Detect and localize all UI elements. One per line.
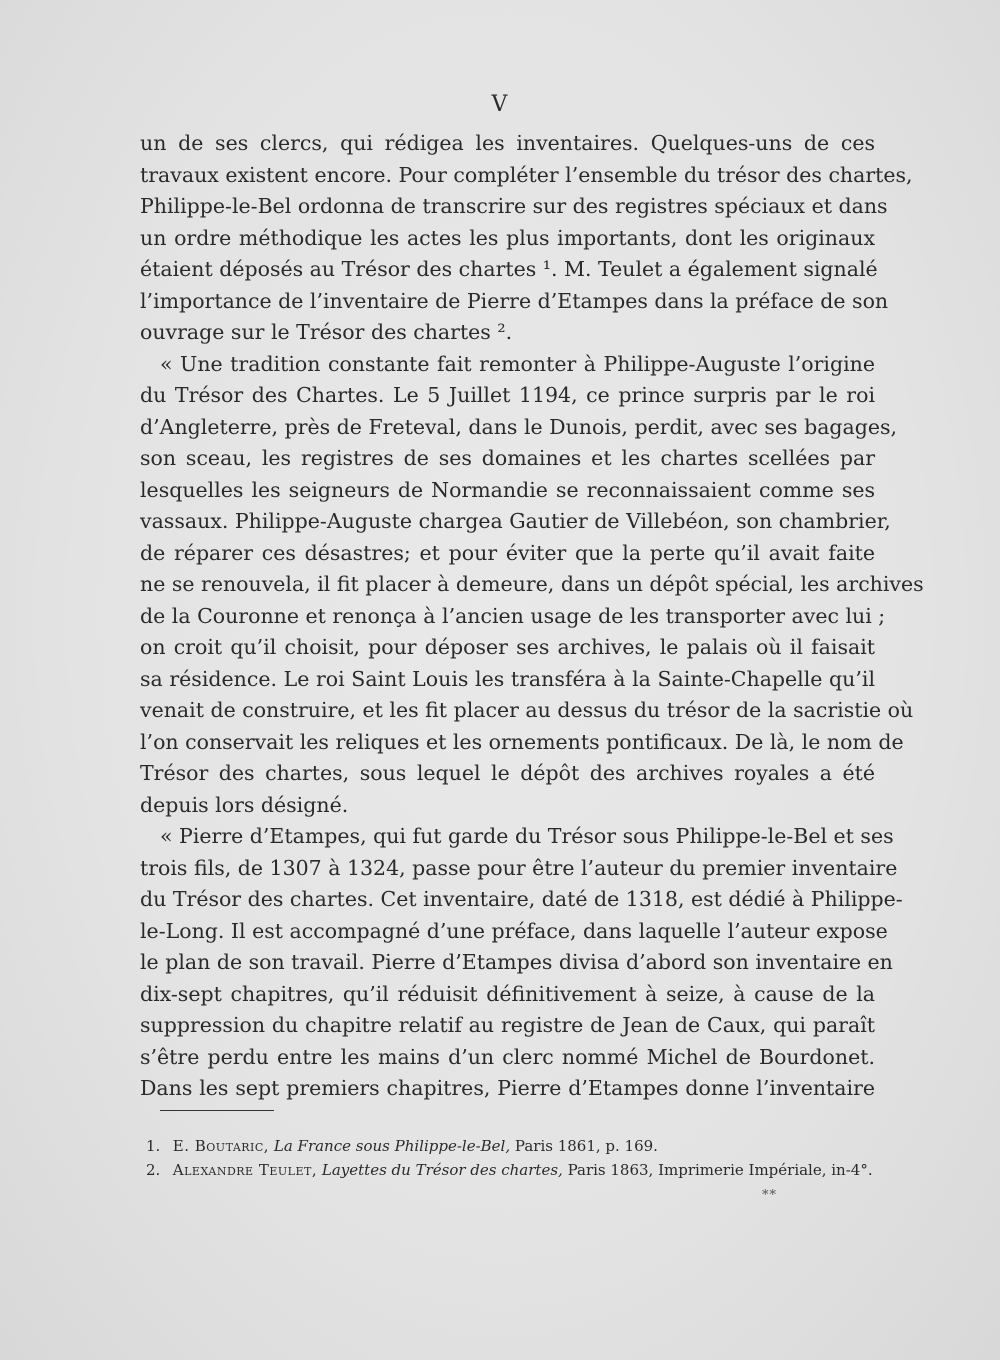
footnote-divider: [160, 1110, 274, 1111]
body-text: [140, 128, 924, 1105]
text-line: l’on conservait les reliques et les ornements pontificaux. De là, le nom de: [140, 729, 904, 754]
text-line: d’Angleterre, près de Freteval, dans le Dunois, perdit, avec ses bagages,: [140, 414, 898, 439]
text-line: de réparer ces désastres; et pour éviter que la perte qu’il avait faite: [140, 540, 875, 565]
page-number: V: [491, 92, 509, 117]
text-line: ouvrage sur le Trésor des chartes ².: [140, 320, 513, 344]
footnote-title: Layettes du Trésor des chartes,: [321, 1161, 563, 1179]
text-line: son sceau, les registres de ses domaines et les chartes scellées par: [140, 446, 875, 470]
text-line: on croit qu’il choisit, pour déposer ses archives, le palais où il faisait: [140, 635, 875, 659]
footnote-details: Paris 1863, Imprimerie Impériale, in-4°.: [567, 1161, 873, 1179]
text-line: vassaux. Philippe-Auguste chargea Gautier de Villebéon, son chambrier,: [140, 509, 891, 533]
text-line: du Trésor des Chartes. Le 5 Juillet 1194, ce prince surpris par le roi: [140, 383, 875, 407]
footnote-author: Alexandre Teulet,: [172, 1161, 318, 1179]
text-line: du Trésor des chartes. Cet inventaire, daté de 1318, est dédié à Philippe-: [140, 887, 903, 911]
text-line: le plan de son travail. Pierre d’Etampes divisa d’abord son inventaire en: [140, 950, 893, 974]
text-line: l’importance de l’inventaire de Pierre d’Etampes dans la préface de son: [140, 288, 889, 313]
text-line: Trésor des chartes, sous lequel le dépôt des archives royales a été: [140, 761, 875, 785]
footnote-1: [140, 1134, 900, 1158]
footnote-author: E. Boutaric,: [172, 1137, 270, 1155]
text-line: un de ses clercs, qui rédigea les inventaires. Quelques-uns de ces: [140, 131, 875, 155]
text-line: travaux existent encore. Pour compléter l’ensemble du trésor des chartes,: [140, 162, 913, 187]
text-line: un ordre méthodique les actes les plus importants, dont les originaux: [140, 225, 875, 250]
text-line: trois fils, de 1307 à 1324, passe pour être l’auteur du premier inventaire: [140, 855, 898, 880]
text-line: le-Long. Il est accompagné d’une préface, dans laquelle l’auteur expose: [140, 918, 888, 943]
text-line: dix-sept chapitres, qu’il réduisit définitivement à seize, à cause de la: [140, 981, 875, 1006]
footnote-number: 1.: [146, 1137, 161, 1155]
footnote-title: La France sous Philippe-le-Bel,: [273, 1137, 511, 1155]
footnote-2: [140, 1158, 900, 1182]
signature-mark: **: [762, 1188, 777, 1203]
text-line: lesquelles les seigneurs de Normandie se reconnaissaient comme ses: [140, 477, 875, 502]
text-line: Philippe-le-Bel ordonna de transcrire sur des registres spéciaux et dans: [140, 194, 888, 218]
text-line: « Une tradition constante fait remonter à Philippe-Auguste l’origine: [160, 351, 875, 376]
text-line: s’être perdu entre les mains d’un clerc nommé Michel de Bourdonet.: [140, 1044, 875, 1069]
text-line: suppression du chapitre relatif au registre de Jean de Caux, qui paraît: [140, 1013, 875, 1037]
footnote-details: Paris 1861, p. 169.: [514, 1137, 658, 1155]
text-line: ne se renouvela, il fit placer à demeure, dans un dépôt spécial, les archives: [140, 572, 924, 596]
text-line: venait de construire, et les fit placer au dessus du trésor de la sacristie où: [140, 698, 914, 722]
text-line: de la Couronne et renonça à l’ancien usage de les transporter avec lui ;: [140, 603, 886, 628]
footnotes: [140, 1134, 900, 1182]
text-line: depuis lors désigné.: [140, 792, 349, 817]
text-line: étaient déposés au Trésor des chartes ¹. M. Teulet a également signalé: [140, 257, 878, 281]
text-line: sa résidence. Le roi Saint Louis les transféra à la Sainte-Chapelle qu’il: [140, 666, 875, 691]
footnote-number: 2.: [146, 1161, 161, 1179]
text-line: Dans les sept premiers chapitres, Pierre d’Etampes donne l’inventaire: [140, 1076, 875, 1100]
text-line: « Pierre d’Etampes, qui fut garde du Trésor sous Philippe-le-Bel et ses: [160, 824, 894, 848]
